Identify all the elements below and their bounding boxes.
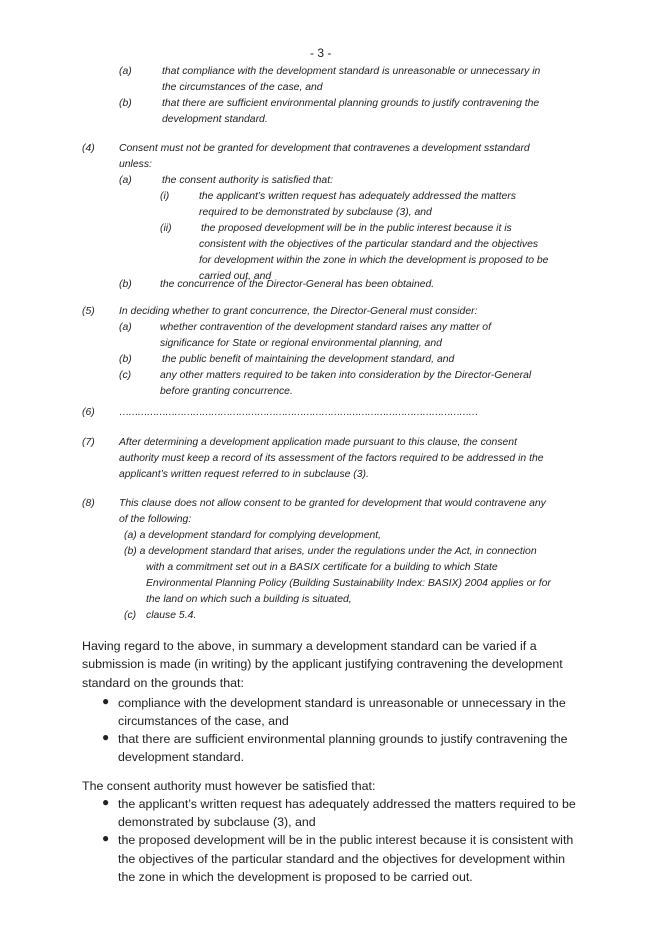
- clause-8b-line-3: Environmental Planning Policy (Building Sustainability Index: BASIX) 2004 applies or for: [146, 578, 551, 589]
- satisfied-bullet-1-line-2: demonstrated by subclause (3), and: [118, 815, 316, 829]
- clause-3a-line-2: the circumstances of the case, and: [162, 82, 323, 93]
- clause-5-num: (5): [82, 306, 95, 317]
- clause-5c-line-1: any other matters required to be taken into consideration by the Director-General: [160, 370, 532, 381]
- clause-8b-line-4: the land on which such a building is situated,: [146, 594, 352, 605]
- clause-5b-num: (b): [119, 354, 132, 365]
- clause-4b-num: (b): [119, 279, 132, 290]
- summary-line-1: Having regard to the above, in summary a development standard can be varied if a: [82, 639, 537, 653]
- clause-4i-line-2: required to be demonstrated by subclause (3), and: [199, 207, 432, 218]
- bullet-icon: ●: [102, 795, 110, 809]
- clause-8-num: (8): [82, 498, 95, 509]
- clause-4b-text: the concurrence of the Director-General has been obtained.: [160, 279, 435, 290]
- clause-5c-line-2: before granting concurrence.: [160, 386, 293, 397]
- clause-4-line-2: unless:: [119, 159, 152, 170]
- clause-5c-num: (c): [119, 370, 132, 381]
- clause-8-line-2: of the following:: [119, 514, 192, 525]
- clause-3b-num: (b): [119, 98, 132, 109]
- bullet-icon: ●: [102, 831, 110, 845]
- page-number: - 3 -: [310, 46, 332, 60]
- clause-8b-line-1: (b) a development standard that arises, under the regulations under the Act, in connection: [124, 546, 537, 557]
- clause-3b-line-1: that there are sufficient environmental planning grounds to justify contravening the: [162, 98, 540, 109]
- summary-line-2: submission is made (in writing) by the applicant justifying contravening the development: [82, 657, 563, 671]
- clause-4-line-1: Consent must not be granted for development that contravenes a development sstandard: [119, 143, 530, 154]
- summary-bullet-1-line-2: circumstances of the case, and: [118, 714, 289, 728]
- clause-5-text: In deciding whether to grant concurrence, the Director-General must consider:: [119, 306, 478, 317]
- satisfied-bullet-2-line-1: the proposed development will be in the public interest because it is consistent with: [118, 833, 574, 847]
- satisfied-bullet-2-line-3: the zone in which the development is proposed to be carried out.: [118, 870, 473, 884]
- clause-4ii-num: (ii): [160, 223, 172, 234]
- clause-8b-line-2: with a commitment set out in a BASIX certificate for a building to which State: [146, 562, 498, 573]
- clause-7-num: (7): [82, 437, 95, 448]
- satisfied-bullet-2-line-2: the objectives of the particular standard and the objectives for development within: [118, 852, 566, 866]
- clause-3a-num: (a): [119, 66, 132, 77]
- clause-4a-num: (a): [119, 175, 132, 186]
- clause-5a-line-1: whether contravention of the development standard raises any matter of: [160, 322, 491, 333]
- clause-3a-line-1: that compliance with the development standard is unreasonable or unnecessary in: [162, 66, 541, 77]
- summary-bullet-1-line-1: compliance with the development standard is unreasonable or unnecessary in the: [118, 696, 566, 710]
- clause-4-num: (4): [82, 143, 95, 154]
- clause-3b-line-2: development standard.: [162, 114, 268, 125]
- clause-5a-num: (a): [119, 322, 132, 333]
- summary-bullet-2-line-1: that there are sufficient environmental planning grounds to justify contravening the: [118, 732, 568, 746]
- clause-7-line-1: After determining a development application made pursuant to this clause, the consent: [119, 437, 517, 448]
- clause-4i-line-1: the applicant’s written request has adequately addressed the matters: [199, 191, 516, 202]
- bullet-icon: ●: [102, 730, 110, 744]
- clause-7-line-3: applicant’s written request referred to in subclause (3).: [119, 469, 369, 480]
- clause-5a-line-2: significance for State or regional environmental planning, and: [160, 338, 442, 349]
- clause-4ii-line-1: the proposed development will be in the public interest because it is: [201, 223, 512, 234]
- clause-6-num: (6): [82, 407, 95, 418]
- clause-4ii-line-3: for development within the zone in which the development is proposed to be: [199, 255, 549, 266]
- summary-bullet-2-line-2: development standard.: [118, 750, 245, 764]
- clause-4ii-line-4: carried out, and: [199, 271, 272, 282]
- bullet-icon: ●: [102, 694, 110, 708]
- clause-8c-num: (c): [124, 610, 137, 621]
- clause-6-dots: ………………………………………………………………………………………………………: [119, 407, 478, 418]
- clause-8a-text: (a) a development standard for complying development,: [124, 530, 382, 541]
- clause-5b-text: the public benefit of maintaining the development standard, and: [162, 354, 455, 365]
- satisfied-text: The consent authority must however be satisfied that:: [82, 779, 376, 793]
- clause-8-line-1: This clause does not allow consent to be granted for development that would contravene any: [119, 498, 546, 509]
- clause-4ii-line-2: consistent with the objectives of the particular standard and the objectives: [199, 239, 539, 250]
- satisfied-bullet-1-line-1: the applicant’s written request has adequately addressed the matters required to be: [118, 797, 576, 811]
- clause-7-line-2: authority must keep a record of its assessment of the factors required to be addressed in the: [119, 453, 544, 464]
- clause-4a-text: the consent authority is satisfied that:: [162, 175, 333, 186]
- clause-4i-num: (i): [160, 191, 170, 202]
- summary-line-3: standard on the grounds that:: [82, 676, 244, 690]
- clause-8c-text: clause 5.4.: [146, 610, 197, 621]
